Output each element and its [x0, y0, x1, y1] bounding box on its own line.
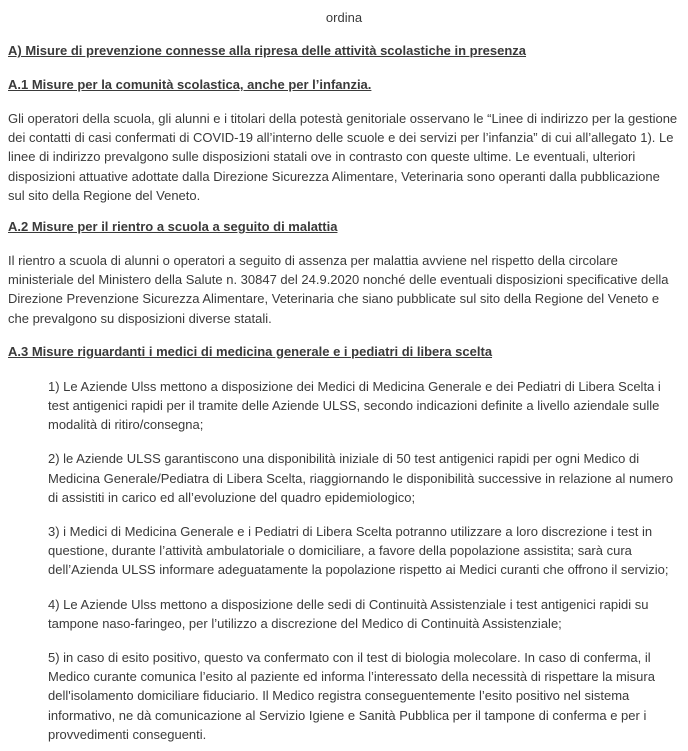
- section-a1-heading: A.1 Misure per la comunità scolastica, anche per l’infanzia.: [8, 77, 372, 92]
- list-item: 3) i Medici di Medicina Generale e i Pediatri di Libera Scelta potranno utilizzare a loro discrezione i test in questione, durante l’attività ambulatoriale o domiciliare, a favore della popolazione assistita; sarà cura dell’Azienda ULSS informare adeguatamente la popolazione rispetto ai Medici curanti che offrono il servizio;: [48, 524, 669, 578]
- section-a2-paragraph: Il rientro a scuola di alunni o operatori a seguito di assenza per malattia avviene nel rispetto della circolare ministeriale del Ministero della Salute n. 30847 del 24.9.2020 nonché delle eventuali disposizioni specificative della Direzione Prevenzione Sicurezza Alimentare, Veterinaria che siano pubblicate sul sito della Regione del Veneto e che prevalgono su disposizioni diverse statali.: [8, 253, 669, 326]
- section-a1-paragraph: Gli operatori della scuola, gli alunni e i titolari della potestà genitoriale osservano le “Linee di indirizzo per la gestione dei contatti di casi confermati di COVID-19 all’interno delle scuole e dei servizi per l’infanzia” di cui all’allegato 1). Le linee di indirizzo prevalgono sulle disposizioni statali ove in contrasto con queste ultime. Le eventuali, ulteriori disposizioni attuative adottate dalla Direzione Sicurezza Alimentare, Veterinaria sono operanti dalla pubblicazione sul sito della Regione del Veneto.: [8, 111, 678, 203]
- section-a2-heading: A.2 Misure per il rientro a scuola a seguito di malattia: [8, 219, 338, 235]
- list-item: 4) Le Aziende Ulss mettono a disposizione delle sedi di Continuità Assistenziale i test antigenici rapidi su tampone naso-faringeo, per l’utilizzo a discrezione del Medico di Continuità Assistenziale;: [48, 596, 649, 631]
- list-item: 5) in caso di esito positivo, questo va confermato con il test di biologia molecolare. In caso di conferma, il Medico curante comunica l’esito al paziente ed informa l’interessato della necessità di rispettare la misura dell'isolamento domiciliare fiduciario. Il Medico registra conseguentemente l’esito positivo nel sistema informativo, ne dà comunicazione al Servizio Igiene e Sanità Pubblica per il tampone di conferma e per i provvedimenti conseguenti.: [48, 650, 655, 742]
- document-title: ordina: [325, 10, 363, 25]
- list-item: 2) le Aziende ULSS garantiscono una disponibilità iniziale di 50 test antigenici rapidi per ogni Medico di Medicina Generale/Pediatra di Libera Scelta, riaggiornando le disponibilità successive in relazione al numero di assistiti in carico ed all’evoluzione del quadro epidemiologico;: [48, 451, 674, 505]
- list-item: 1) Le Aziende Ulss mettono a disposizione dei Medici di Medicina Generale e dei Pediatri di Libera Scelta i test antigenici rapidi per il tramite delle Aziende ULSS, secondo indicazioni definite a livello aziendale sulle modalità di ritiro/consegna;: [48, 378, 661, 433]
- section-a3-heading: A.3 Misure riguardanti i medici di medicina generale e i pediatri di libera scelta: [8, 343, 493, 359]
- section-a-heading: A) Misure di prevenzione connesse alla ripresa delle attività scolastiche in presenza: [8, 43, 527, 58]
